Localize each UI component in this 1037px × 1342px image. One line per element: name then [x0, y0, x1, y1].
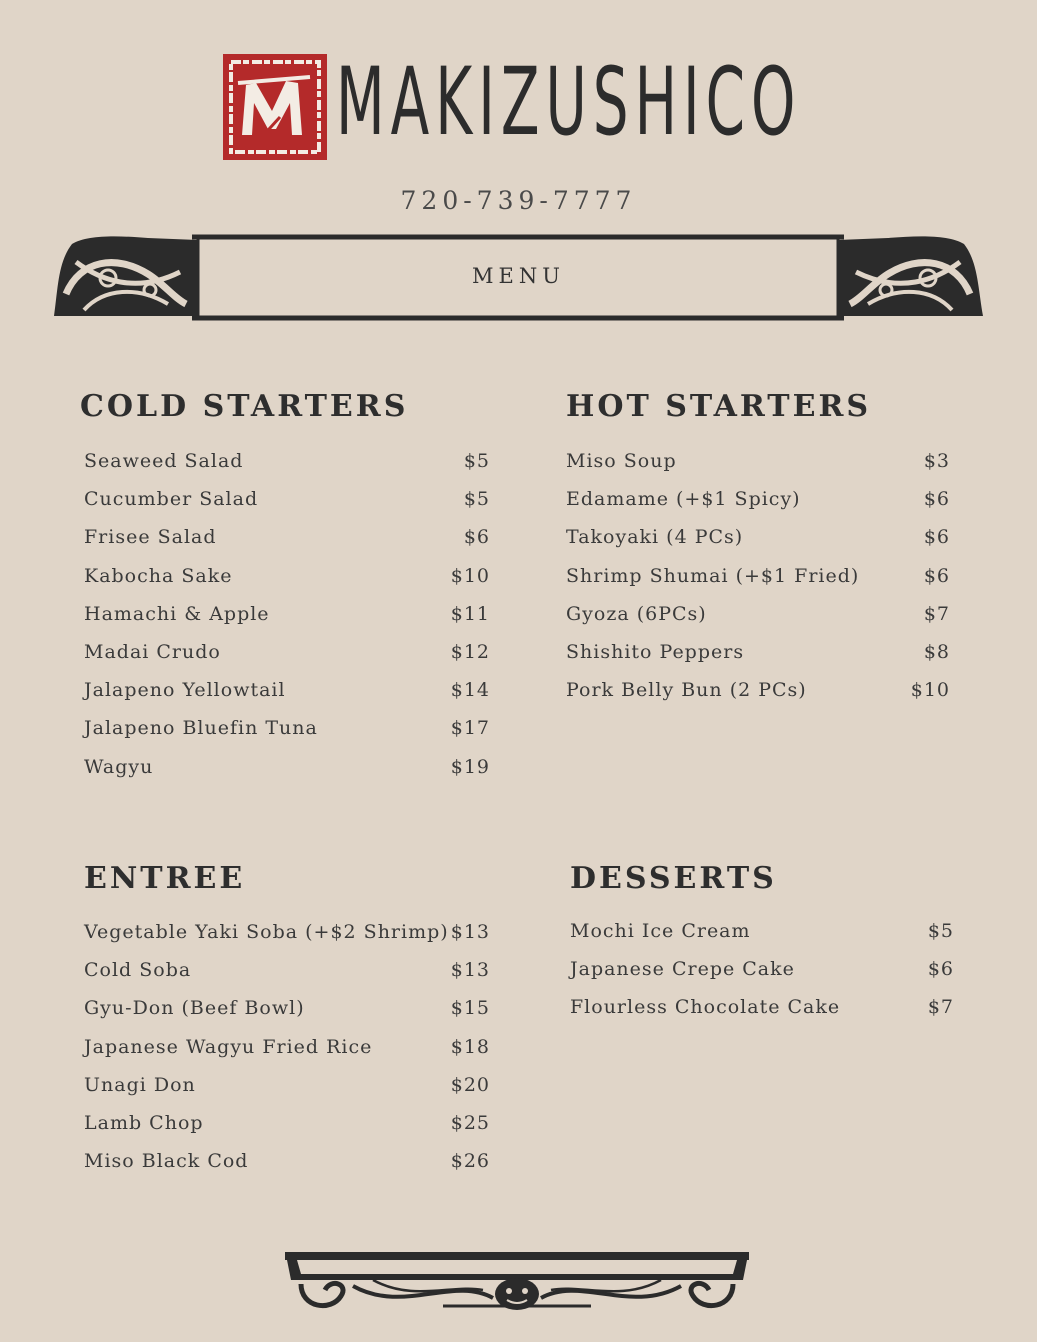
menu-item-list	[84, 913, 490, 1180]
menu-item	[84, 709, 490, 747]
menu-item-name: Pork Belly Bun (2 PCs)	[566, 679, 807, 702]
menu-item-name: Miso Soup	[566, 450, 677, 472]
menu-item-price: $11	[450, 602, 490, 625]
menu-item-name: Seaweed Salad	[84, 450, 244, 472]
menu-item-price: $26	[450, 1150, 490, 1173]
menu-item-price: $10	[910, 679, 950, 702]
section-title: ENTREE	[84, 861, 246, 896]
brand-name: MAKIZUSHICO	[336, 48, 802, 157]
section-title: DESSERTS	[570, 861, 777, 896]
menu-item-price: $19	[450, 755, 490, 778]
menu-item-name: Hamachi & Apple	[84, 602, 270, 625]
section-cold-starters	[80, 386, 490, 778]
menu-item	[566, 633, 950, 671]
section-entree	[84, 858, 494, 1173]
menu-title: MENU	[472, 264, 565, 288]
menu-item-price: $7	[923, 602, 950, 625]
menu-item-price: $17	[450, 717, 490, 740]
menu-item-name: Wagyu	[84, 755, 154, 778]
menu-item-price: $13	[450, 921, 490, 943]
menu-item	[566, 518, 950, 556]
menu-item	[566, 480, 950, 518]
menu-item	[84, 442, 490, 480]
menu-item-price: $13	[450, 959, 490, 982]
menu-item-price: $8	[923, 640, 950, 663]
menu-item-name: Frisee Salad	[84, 526, 217, 549]
section-desserts	[570, 858, 958, 1019]
menu-item-price: $7	[927, 996, 954, 1019]
section-title: HOT STARTERS	[566, 389, 872, 424]
menu-item-price: $10	[450, 564, 490, 587]
menu-item-name: Mochi Ice Cream	[570, 920, 751, 942]
menu-item	[84, 671, 490, 709]
menu-item	[84, 1028, 490, 1066]
menu-item-price: $18	[450, 1035, 490, 1058]
menu-item-list	[566, 442, 950, 709]
menu-item-price: $3	[923, 450, 950, 472]
menu-item-price: $5	[463, 488, 490, 511]
menu-item-price: $25	[450, 1111, 490, 1134]
menu-item	[84, 595, 490, 633]
m-letter-logo-icon	[222, 53, 328, 161]
menu-item-name: Shishito Peppers	[566, 640, 745, 663]
menu-item-name: Unagi Don	[84, 1073, 196, 1096]
menu-item	[84, 1066, 490, 1104]
phone-number: 720-739-7777	[400, 186, 637, 215]
menu-item-price: $14	[450, 679, 490, 702]
menu-item-price: $6	[923, 564, 950, 587]
menu-item	[84, 557, 490, 595]
menu-item	[84, 913, 490, 951]
section-hot-starters	[566, 386, 954, 702]
menu-item	[566, 557, 950, 595]
menu-item	[84, 480, 490, 518]
menu-item-price: $6	[923, 526, 950, 549]
menu-item-name: Japanese Wagyu Fried Rice	[84, 1035, 373, 1058]
footer-scroll-ornament-icon	[283, 1250, 751, 1316]
menu-item-price: $15	[450, 997, 490, 1020]
menu-item-name: Lamb Chop	[84, 1111, 204, 1134]
menu-item	[566, 671, 950, 709]
menu-item	[570, 950, 954, 988]
menu-item-name: Cold Soba	[84, 959, 192, 982]
menu-item	[84, 951, 490, 989]
menu-item-price: $12	[450, 640, 490, 663]
section-title: COLD STARTERS	[80, 389, 409, 424]
menu-item-name: Miso Black Cod	[84, 1150, 249, 1173]
menu-item-name: Shrimp Shumai (+$1 Fried)	[566, 564, 860, 587]
menu-item	[84, 633, 490, 671]
menu-item	[570, 912, 954, 950]
menu-item-list	[570, 912, 954, 1027]
menu-item-name: Cucumber Salad	[84, 488, 259, 511]
menu-item-list	[84, 442, 490, 786]
menu-item	[84, 1142, 490, 1180]
menu-item-name: Kabocha Sake	[84, 564, 233, 587]
menu-item	[84, 518, 490, 556]
menu-item	[566, 442, 950, 480]
menu-item-price: $6	[463, 526, 490, 549]
menu-item-name: Edamame (+$1 Spicy)	[566, 488, 801, 511]
menu-item-name: Takoyaki (4 PCs)	[566, 526, 744, 549]
menu-item-name: Jalapeno Yellowtail	[84, 679, 286, 702]
menu-item	[566, 595, 950, 633]
menu-item-name: Vegetable Yaki Soba (+$2 Shrimp)	[84, 921, 449, 943]
menu-item-price: $6	[923, 488, 950, 511]
menu-item-name: Japanese Crepe Cake	[570, 958, 795, 981]
menu-item-price: $5	[927, 920, 954, 942]
menu-item-name: Gyu-Don (Beef Bowl)	[84, 997, 305, 1020]
menu-item	[84, 748, 490, 786]
menu-item	[570, 988, 954, 1026]
menu-item-name: Jalapeno Bluefin Tuna	[84, 717, 318, 740]
menu-item-name: Gyoza (6PCs)	[566, 602, 707, 625]
menu-item	[84, 1104, 490, 1142]
menu-item-name: Madai Crudo	[84, 640, 221, 663]
menu-item-price: $5	[463, 450, 490, 472]
menu-item	[84, 989, 490, 1027]
menu-item-price: $6	[927, 958, 954, 981]
menu-item-name: Flourless Chocolate Cake	[570, 996, 841, 1019]
menu-item-price: $20	[450, 1073, 490, 1096]
